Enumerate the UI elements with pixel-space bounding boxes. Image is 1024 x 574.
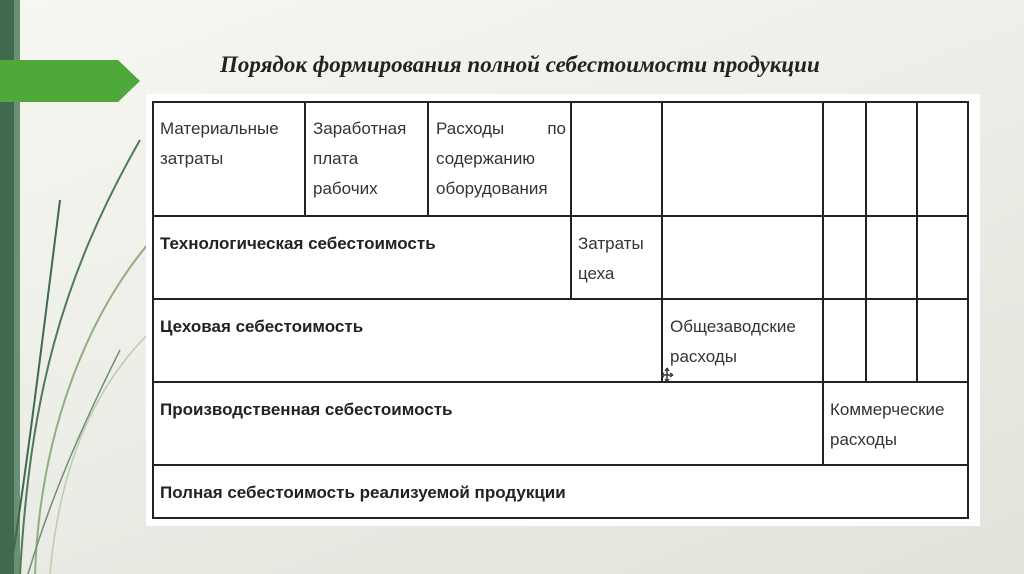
cell-plant-overhead: Общезаводские расходы bbox=[670, 317, 796, 366]
cell-shop-cost: Цеховая себестоимость bbox=[160, 317, 364, 336]
cell-equipment-expenses bbox=[436, 114, 566, 204]
cell-wages: Заработная плата рабочих bbox=[313, 119, 407, 198]
equipment-word: Расходы bbox=[436, 119, 505, 138]
cell-equipment-line1 bbox=[436, 114, 566, 144]
move-cursor-icon bbox=[660, 367, 674, 383]
cell-technological-cost: Технологическая себестоимость bbox=[160, 234, 436, 253]
cell-full-cost: Полная себестоимость реализуемой продукции bbox=[160, 483, 566, 502]
cell-production-cost: Производственная себестоимость bbox=[160, 400, 453, 419]
slide-title: Порядок формирования полной себестоимости продукции bbox=[220, 52, 820, 77]
cell-equipment-line2: содержанию оборудования bbox=[436, 149, 548, 198]
equipment-word: по bbox=[547, 119, 566, 138]
cell-material-costs: Материальные затраты bbox=[160, 119, 279, 168]
cell-shop-expenses: Затраты цеха bbox=[578, 234, 644, 283]
cell-commercial-expenses: Коммерческие расходы bbox=[830, 400, 945, 449]
